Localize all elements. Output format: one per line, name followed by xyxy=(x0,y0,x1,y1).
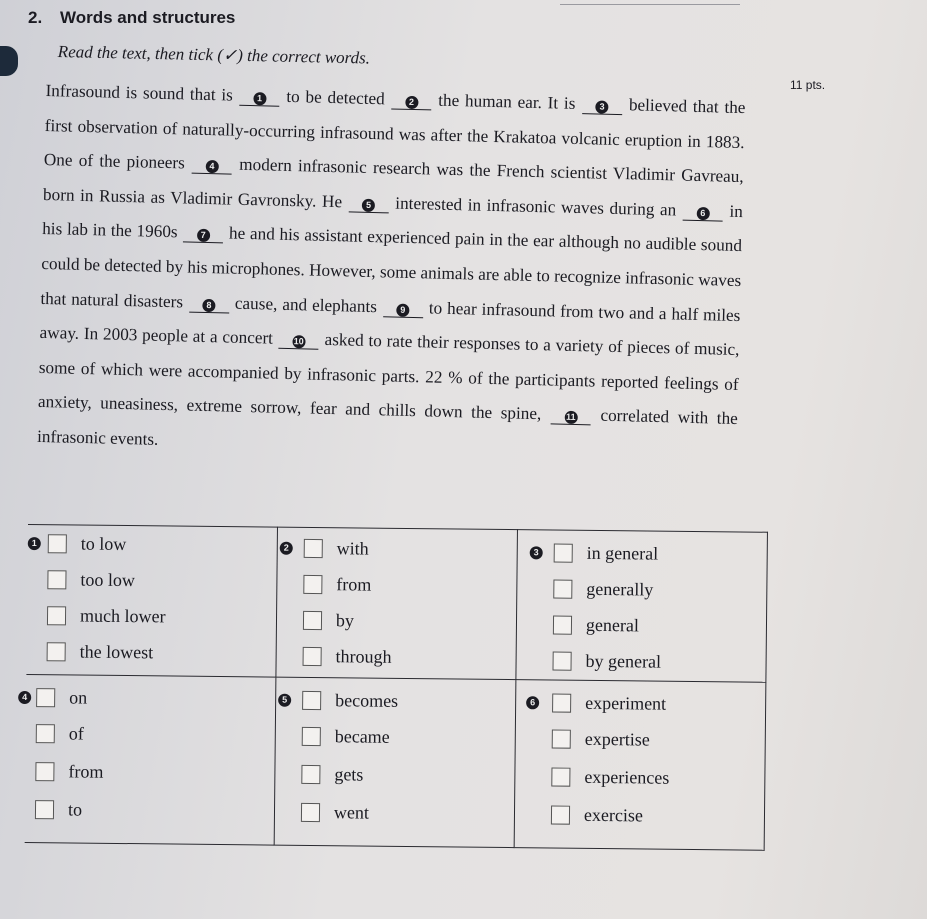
choice-label: expertise xyxy=(584,728,650,750)
option-choice[interactable] xyxy=(553,579,653,601)
options-grid xyxy=(22,524,768,850)
option-choice[interactable] xyxy=(35,799,82,820)
text-segment: interested in infrasonic waves during an xyxy=(395,193,677,220)
checkbox[interactable] xyxy=(36,724,55,743)
option-choice[interactable] xyxy=(552,692,666,714)
gap-marker: 8 xyxy=(202,298,215,311)
option-marker: 6 xyxy=(526,696,539,709)
option-choice[interactable] xyxy=(551,766,669,788)
points-label: 11 pts. xyxy=(790,78,826,92)
checkbox[interactable] xyxy=(551,805,570,824)
checkbox[interactable] xyxy=(303,611,322,630)
text-segment: Infrasound is sound that is xyxy=(45,80,234,105)
choice-label: on xyxy=(69,687,88,708)
checkbox[interactable] xyxy=(47,642,66,661)
text-segment: cause, and elephants xyxy=(234,293,378,316)
checkbox[interactable] xyxy=(47,570,66,589)
gap-marker: 9 xyxy=(396,303,409,316)
choice-label: general xyxy=(585,614,640,636)
option-marker: 5 xyxy=(278,694,291,707)
choice-label: from xyxy=(68,761,104,782)
checkbox[interactable] xyxy=(47,606,66,625)
gap-marker: 1 xyxy=(253,92,266,105)
choice-label: through xyxy=(335,646,392,667)
choice-label: to low xyxy=(80,533,127,555)
checkbox[interactable] xyxy=(301,803,320,822)
choice-label: too low xyxy=(80,569,136,591)
gap-marker: 3 xyxy=(595,100,608,113)
gap-marker: 5 xyxy=(362,199,375,212)
gap-5[interactable] xyxy=(348,194,388,213)
checkbox[interactable] xyxy=(553,580,572,599)
options-table xyxy=(22,524,768,851)
gap-10[interactable] xyxy=(279,331,319,350)
option-group-2 xyxy=(276,527,518,680)
option-marker: 4 xyxy=(18,691,31,704)
checkbox[interactable] xyxy=(48,534,67,553)
option-group-1 xyxy=(26,525,277,678)
text-segment: he and his assistant experienced pain in the ear although no audible sound could be detected by his microphones. However, some animals are able to recognize infrasonic waves that natural disasters xyxy=(40,223,743,311)
checkbox[interactable] xyxy=(551,767,570,786)
option-choice[interactable] xyxy=(553,615,639,637)
option-choice[interactable] xyxy=(303,610,354,632)
option-group-3 xyxy=(516,530,768,683)
option-choice[interactable] xyxy=(35,761,103,783)
gap-4[interactable] xyxy=(192,156,232,175)
option-marker: 2 xyxy=(280,542,293,555)
option-choice[interactable] xyxy=(552,728,650,750)
choice-label: by general xyxy=(585,650,662,672)
option-group-5 xyxy=(274,677,516,848)
checkbox[interactable] xyxy=(554,544,573,563)
gap-6[interactable] xyxy=(683,202,723,221)
option-choice[interactable] xyxy=(303,574,371,596)
gap-marker: 11 xyxy=(564,411,577,424)
choice-label: gets xyxy=(334,764,364,785)
checkbox[interactable] xyxy=(36,688,55,707)
checkbox[interactable] xyxy=(552,693,571,712)
checkbox[interactable] xyxy=(303,575,322,594)
option-marker: 3 xyxy=(530,546,543,559)
choice-label: to xyxy=(67,799,83,820)
page-top-rule xyxy=(560,4,740,5)
gap-marker: 4 xyxy=(205,160,218,173)
choice-label: from xyxy=(336,574,372,595)
choice-label: by xyxy=(335,610,355,631)
option-choice[interactable] xyxy=(48,533,127,555)
option-choice[interactable] xyxy=(551,804,643,826)
option-choice[interactable] xyxy=(552,651,661,673)
checkbox[interactable] xyxy=(552,652,571,671)
text-segment: correlated with the infrasonic events. xyxy=(36,405,739,449)
sidebar-tab xyxy=(0,46,18,76)
checkbox[interactable] xyxy=(302,727,321,746)
option-choice[interactable] xyxy=(302,690,398,712)
option-choice[interactable] xyxy=(304,538,369,560)
gap-9[interactable] xyxy=(383,299,423,318)
gap-2[interactable] xyxy=(391,91,431,110)
choice-label: the lowest xyxy=(79,641,154,663)
option-group-6 xyxy=(514,680,766,851)
choice-label: exercise xyxy=(583,804,644,826)
exercise-title: Words and structures xyxy=(60,8,236,27)
option-choice[interactable] xyxy=(302,726,390,748)
text-segment: the human ear. It is xyxy=(438,90,576,113)
text-segment: asked to rate their responses to a variety of pieces of music, some of which were accompanied by infrasonic parts. 22 % of the participants reported feelings of anxiety, uneasiness, extreme sorrow, fear and chills down the spine, xyxy=(37,330,740,424)
text-segment: in his lab in the 1960s xyxy=(41,201,744,242)
checkbox[interactable] xyxy=(552,729,571,748)
choice-label: went xyxy=(333,802,370,823)
text-segment: believed that the first observation of naturally-occurring infrasound was after the Krakatoa volcanic eruption in 1883. One of the pioneers xyxy=(43,95,746,173)
gap-7[interactable] xyxy=(183,225,223,244)
checkbox[interactable] xyxy=(553,616,572,635)
option-marker: 1 xyxy=(28,537,41,550)
option-choice[interactable] xyxy=(47,641,154,663)
checkbox[interactable] xyxy=(303,647,322,666)
text-segment: to hear infrasound from two and a half miles away. In 2003 people at a concert xyxy=(39,297,741,348)
exercise-heading xyxy=(28,8,235,28)
exercise-instruction: Read the text, then tick (✓) the correct words. xyxy=(57,42,371,68)
reading-text xyxy=(37,74,746,472)
checkbox[interactable] xyxy=(35,800,54,819)
checkbox[interactable] xyxy=(302,691,321,710)
gap-11[interactable] xyxy=(551,407,591,426)
gap-marker: 2 xyxy=(405,96,418,109)
choice-label: becomes xyxy=(335,690,399,711)
checkbox[interactable] xyxy=(35,762,54,781)
option-group-4 xyxy=(22,674,276,845)
option-choice[interactable] xyxy=(303,646,392,668)
option-choice[interactable] xyxy=(36,723,84,745)
choice-label: with xyxy=(336,538,369,559)
gap-marker: 7 xyxy=(197,229,210,242)
option-choice[interactable] xyxy=(301,802,369,824)
option-choice[interactable] xyxy=(301,764,363,786)
checkbox[interactable] xyxy=(301,765,320,784)
option-choice[interactable] xyxy=(36,687,87,709)
option-choice[interactable] xyxy=(47,569,135,591)
gap-1[interactable] xyxy=(239,88,279,107)
choice-label: in general xyxy=(586,542,659,564)
gap-marker: 6 xyxy=(696,207,709,220)
choice-label: became xyxy=(334,726,390,747)
gap-marker: 10 xyxy=(292,335,305,348)
choice-label: experiment xyxy=(585,692,667,714)
choice-label: generally xyxy=(586,578,654,600)
text-segment: to be detected xyxy=(286,86,385,109)
choice-label: much lower xyxy=(79,605,166,627)
exercise-number: 2. xyxy=(28,8,43,27)
text-segment: modern infrasonic research was the French scientist Vladimir Gavreau, born in Russia as Vladimir Gavronsky. He xyxy=(42,154,744,212)
choice-label: of xyxy=(68,723,84,744)
gap-8[interactable] xyxy=(189,294,229,313)
choice-label: experiences xyxy=(584,766,670,788)
option-choice[interactable] xyxy=(554,543,659,565)
checkbox[interactable] xyxy=(304,539,323,558)
option-choice[interactable] xyxy=(47,605,166,627)
gap-3[interactable] xyxy=(582,96,622,115)
